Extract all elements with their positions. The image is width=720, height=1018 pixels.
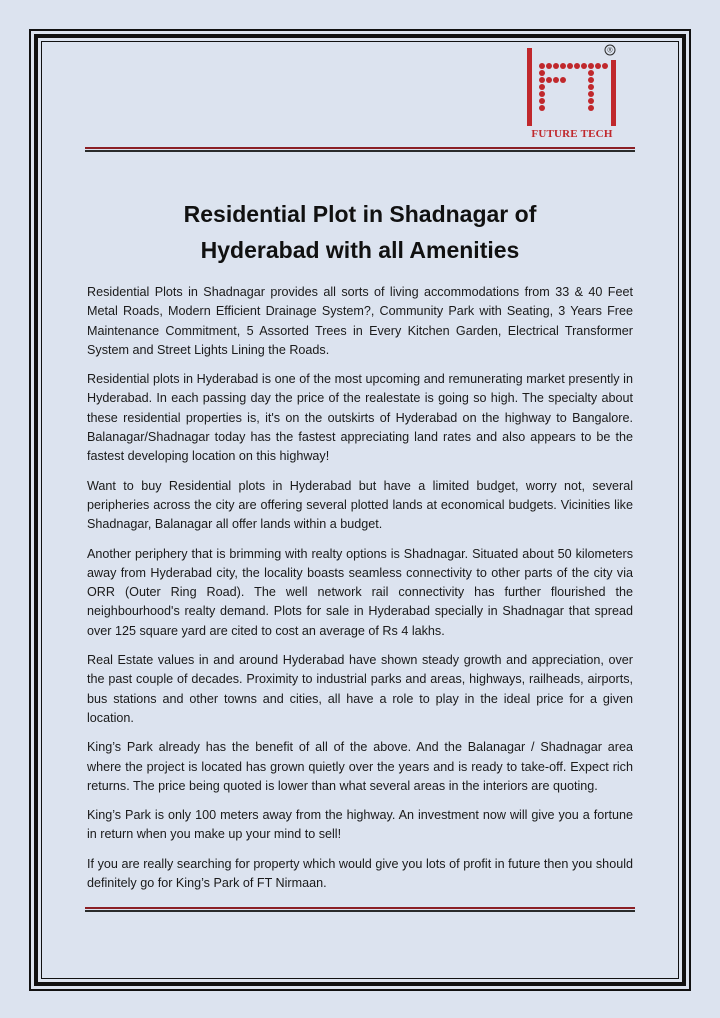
footer-divider: [85, 907, 635, 912]
header-divider: [85, 147, 635, 152]
document-title: [85, 196, 635, 268]
paragraph: If you are really searching for property which would give you lots of profit in future then you should definitely go for King’s Park of FT Nirmaan.: [87, 856, 633, 891]
paragraph: Residential plots in Hyderabad is one of the most upcoming and remunerating market presently in Hyderabad. In each passing day the price of the realestate is going so high. The specialty about these residential properties is, it's on the outskirts of Hyderabad on the highway to Bangalore. Balanagar/Shadnagar today has the fastest appreciating land rates and also appears to be the fastest developing location on this highway!: [87, 372, 633, 464]
paragraph: King’s Park is only 100 meters away from the highway. An investment now will give you a fortune in return when you make up your mind to sell!: [87, 808, 633, 842]
logo-company-name: FUTURE TECH: [531, 128, 613, 140]
future-tech-logo: [522, 42, 622, 146]
paragraph: Want to buy Residential plots in Hyderabad but have a limited budget, worry not, several peripheries across the city are offering several plotted lands at economical budgets. Vicinities like Shadnagar, Balanagar all offer lands within a budget.: [87, 478, 633, 532]
f-letter-dots: [539, 63, 573, 111]
body-text: [87, 283, 633, 903]
paragraph: Real Estate values in and around Hyderabad have shown steady growth and appreciation, over the past couple of decades. Proximity to industrial parks and areas, highways, railheads, airports, bus stations and other towns and cities, all have a role to play in the ideal price for a given location.: [87, 653, 633, 725]
ft-logo-mark: [522, 42, 622, 128]
paragraph: King’s Park already has the benefit of all of the above. And the Balanagar / Shadnagar area where the project is located has grown quietly over the years and is ready to take-off. Expect rich returns. The price being quoted is lower than what several areas in the interiors are quoting.: [87, 740, 633, 793]
paragraph: Another periphery that is brimming with realty options is Shadnagar. Situated about 50 kilometers away from Hyderabad city, the locality boasts seamless connectivity to other parts of the city via ORR (Outer Ring Road). The well network rail connectivity has further flourished the neighbourhood's realty demand. Plots for sale in Hyderabad specially in Shadnagar that spread over 125 square yard are cited to cost an average of Rs 4 lakhs.: [87, 546, 633, 638]
title-line-1: Residential Plot in Shadnagar of: [183, 201, 537, 227]
registered-mark: ®: [607, 47, 613, 55]
paragraph: Residential Plots in Shadnagar provides all sorts of living accommodations from 33 & 40 Feet Metal Roads, Modern Efficient Drainage System?, Community Park with Seating, 3 Years Free Maintenance Commitment, 5 Assorted Trees in Every Kitchen Garden, Electrical Transformer System and Street Lights Lining the Roads.: [87, 285, 633, 357]
title-line-2: Hyderabad with all Amenities: [200, 237, 520, 263]
t-letter-dots: [574, 63, 608, 111]
